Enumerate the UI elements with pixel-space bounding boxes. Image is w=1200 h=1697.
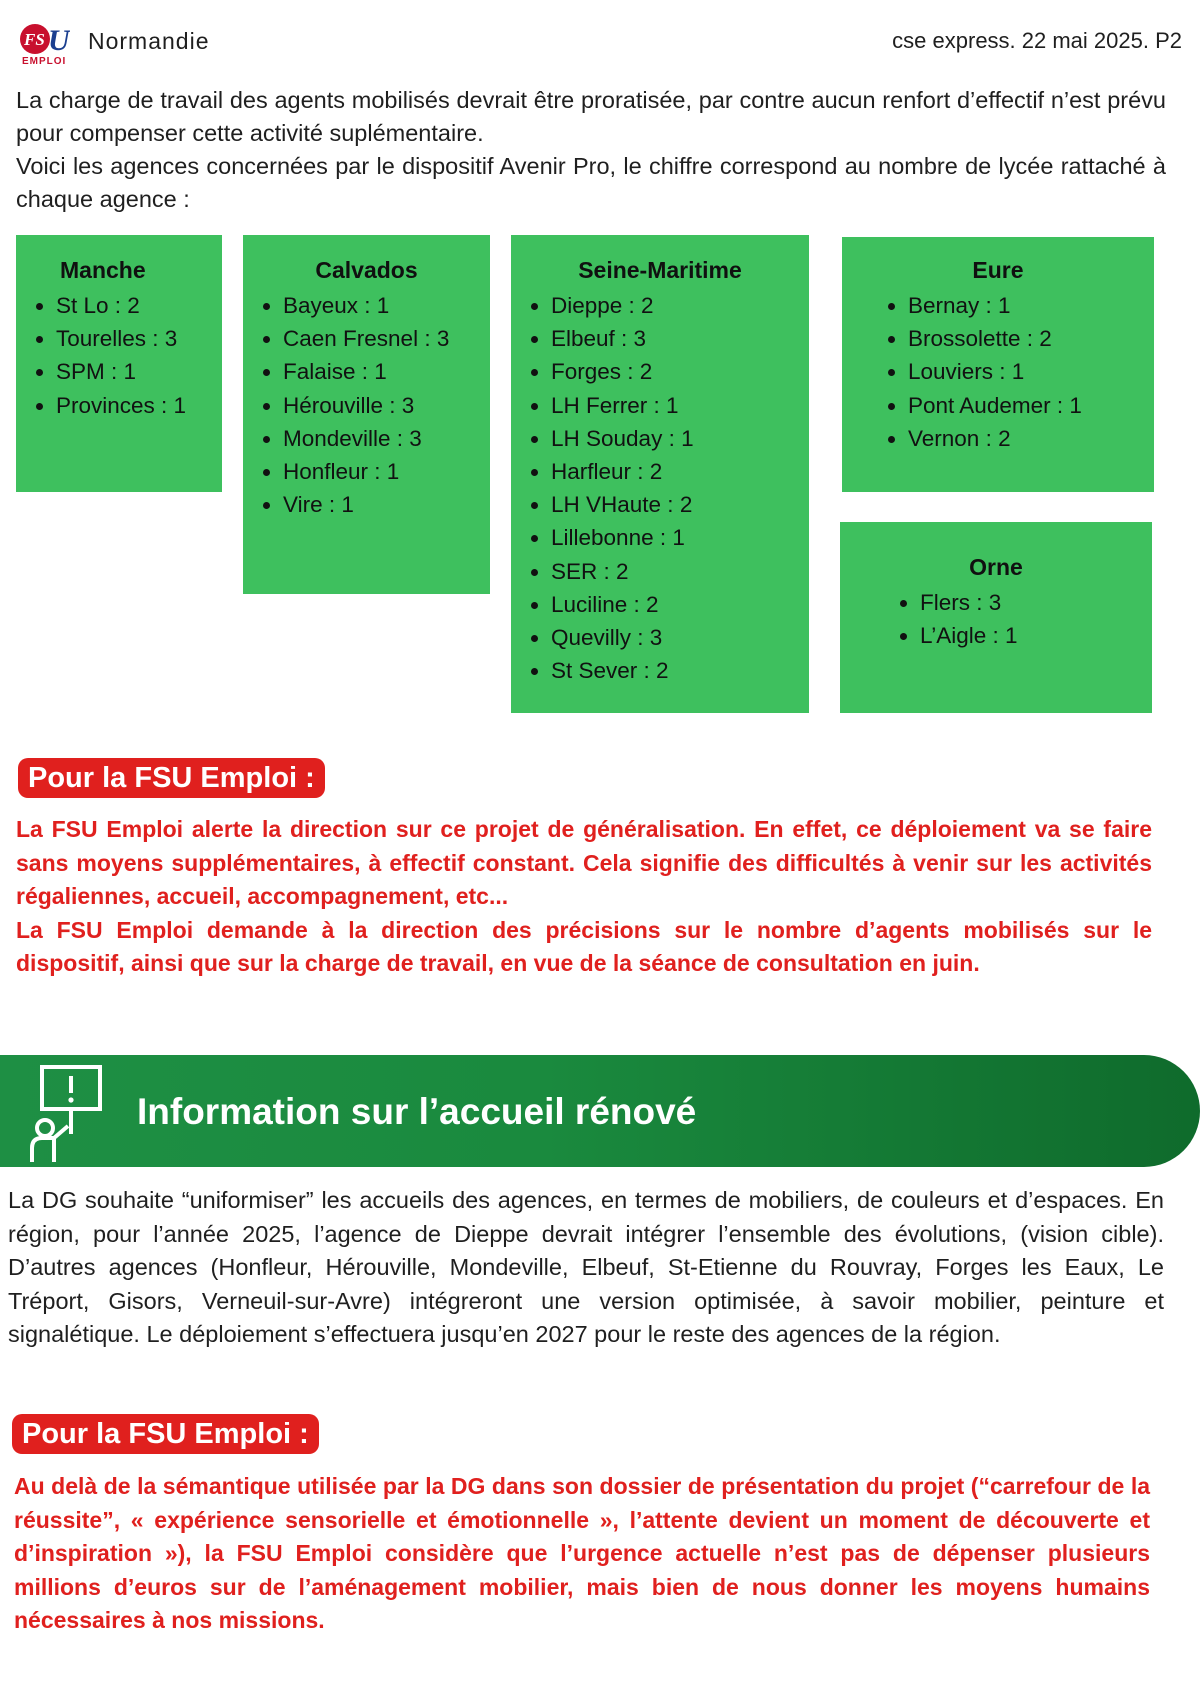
agency-item: • Harfleur : 2 (551, 455, 809, 488)
agency-list (243, 289, 490, 521)
accueil-paragraph: La DG souhaite “uniformiser” les accueils des agences, en termes de mobiliers, de couleurs et d’espaces. En région, pour l’année 2025, l’agence de Dieppe devrait intégrer l’ensemble des évolutions, (vision cible). D’autres agences (Honfleur, Hérouville, Mondeville, Elbeuf, St-Etienne du Rouvray, Forges les Eaux, Le Tréport, Gisors, Verneuil-sur-Avre) intégreront une version optimisée, à savoir mobilier, peinture et signalétique. Le déploiement s’effectuera jusqu’en 2027 pour le reste des agences de la région. (8, 1187, 1164, 1347)
agency-item: • Forges : 2 (551, 355, 809, 388)
agency-item: • Hérouville : 3 (283, 389, 490, 422)
fsu-logo (18, 22, 78, 66)
department-title: Eure (972, 257, 1024, 283)
fsu-paragraph: Au delà de la sémantique utilisée par la DG dans son dossier de présentation du projet (“carrefour de la réussite”, « expérience sensorielle et émotionnelle », l’attente devient un moment de découverte et d’inspiration »), la FSU Emploi considère que l’urgence actuelle n’est pas de dépenser plusieurs millions d’euros sur de l’aménagement mobilier, mais bien de nous donner les moyens humains nécessaires à nos missions. (14, 1473, 1150, 1633)
department-box-orne (840, 522, 1152, 713)
agency-list (840, 586, 1152, 652)
agency-item: • St Lo : 2 (56, 289, 222, 322)
agency-list (842, 289, 1154, 455)
svg-text:U: U (48, 24, 70, 56)
protest-sign-icon (28, 1064, 106, 1164)
fsu-callout-text (14, 1470, 1150, 1638)
agency-item: • St Sever : 2 (551, 654, 809, 687)
department-title: Orne (969, 554, 1023, 580)
agency-list (511, 289, 809, 687)
agency-item: • Louviers : 1 (908, 355, 1154, 388)
intro-paragraph: Voici les agences concernées par le dispositif Avenir Pro, le chiffre correspond au nombre de lycée rattaché à chaque agence : (16, 153, 1166, 212)
agency-item: • Quevilly : 3 (551, 621, 809, 654)
agency-item: • SPM : 1 (56, 355, 222, 388)
agency-item: • LH VHaute : 2 (551, 488, 809, 521)
agency-item: • Provinces : 1 (56, 389, 222, 422)
fsu-callout-tag: Pour la FSU Emploi : (18, 758, 325, 798)
fsu-callout-text (16, 813, 1152, 981)
agency-item: • Elbeuf : 3 (551, 322, 809, 355)
agency-item: • Dieppe : 2 (551, 289, 809, 322)
agency-item: • Pont Audemer : 1 (908, 389, 1154, 422)
fsu-paragraph: La FSU Emploi alerte la direction sur ce projet de généralisation. En effet, ce déploiement va se faire sans moyens supplémentaires, à effectif constant. Cela signifie des difficultés à venir sur les activités régaliennes, accueil, accompagnement, etc... (16, 816, 1152, 909)
agency-item: • Luciline : 2 (551, 588, 809, 621)
agency-item: • Mondeville : 3 (283, 422, 490, 455)
accueil-text (8, 1184, 1164, 1352)
department-box-calvados (243, 235, 490, 594)
agency-item: • Caen Fresnel : 3 (283, 322, 490, 355)
agency-item: • Brossolette : 2 (908, 322, 1154, 355)
agency-item: • Vire : 1 (283, 488, 490, 521)
department-title: Seine-Maritime (578, 257, 742, 283)
intro-text (16, 84, 1166, 216)
fsu-paragraph: La FSU Emploi demande à la direction des précisions sur le nombre d’agents mobilisés sur le dispositif, ainsi que sur la charge de travail, en vue de la séance de consultation en juin. (16, 916, 1152, 976)
agency-item: • Bayeux : 1 (283, 289, 490, 322)
fsu-callout-tag: Pour la FSU Emploi : (12, 1414, 319, 1454)
region-label: Normandie (88, 28, 210, 54)
department-title: Manche (60, 257, 146, 283)
agency-item: • L’Aigle : 1 (920, 619, 1152, 652)
agency-item: • Flers : 3 (920, 586, 1152, 619)
section-title: Information sur l’accueil rénové (137, 1091, 697, 1132)
agency-item: • Vernon : 2 (908, 422, 1154, 455)
department-box-manche (16, 235, 222, 492)
agency-item: • LH Ferrer : 1 (551, 389, 809, 422)
logo-subtitle: EMPLOI (22, 56, 67, 67)
agency-item: • Lillebonne : 1 (551, 521, 809, 554)
department-box-seine-maritime (511, 235, 809, 713)
agency-item: • SER : 2 (551, 555, 809, 588)
department-box-eure (842, 237, 1154, 492)
svg-text:FS: FS (24, 30, 45, 49)
agency-item: • LH Souday : 1 (551, 422, 809, 455)
issue-label: cse express. 22 mai 2025. P2 (892, 28, 1182, 53)
department-title: Calvados (315, 257, 418, 283)
intro-paragraph: La charge de travail des agents mobilisés devrait être proratisée, par contre aucun renfort d’effectif n’est prévu pour compenser cette activité suplémentaire. (16, 87, 1166, 146)
fsu-logo-icon (18, 22, 70, 56)
agency-list (16, 289, 222, 422)
agency-item: • Honfleur : 1 (283, 455, 490, 488)
agency-item: • Bernay : 1 (908, 289, 1154, 322)
agency-item: • Tourelles : 3 (56, 322, 222, 355)
agency-item: • Falaise : 1 (283, 355, 490, 388)
